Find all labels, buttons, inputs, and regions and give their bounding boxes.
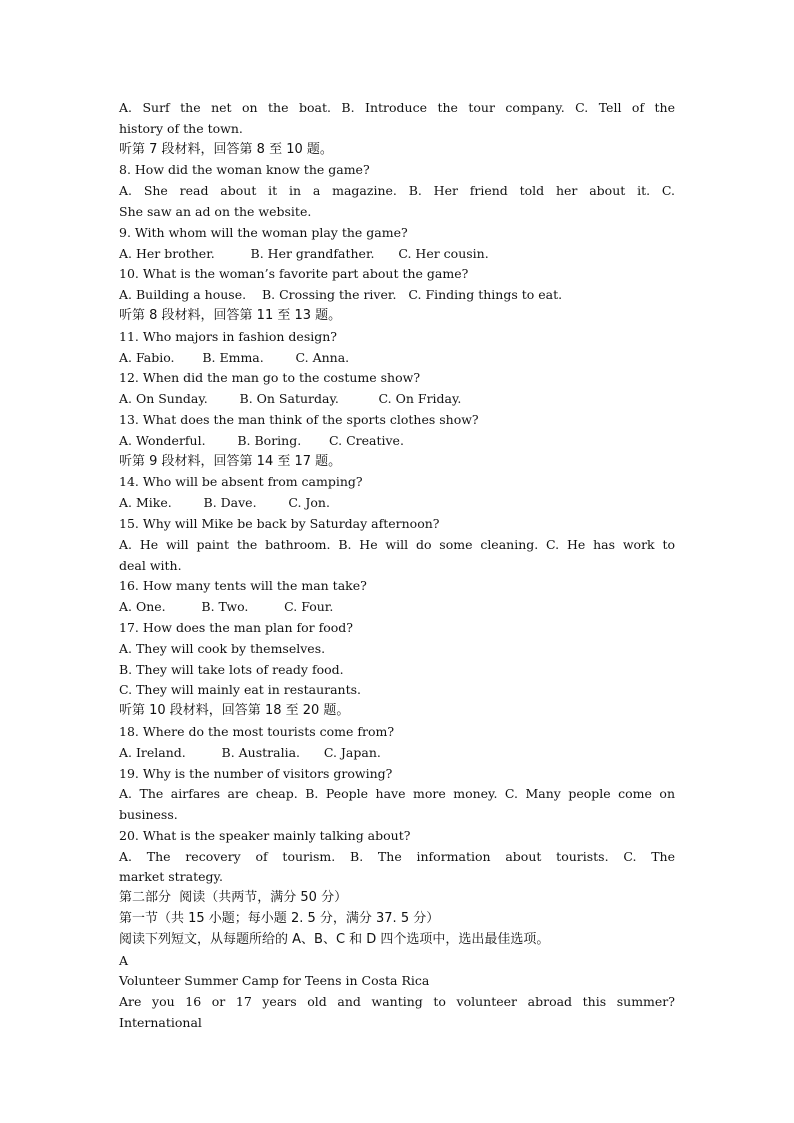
text-line: A. Ireland. B. Australia. C. Japan. (119, 744, 381, 760)
text-line: A. He will paint the bathroom. B. He will do some cleaning. C. He has work to (119, 536, 675, 552)
text-line: A. The recovery of tourism. B. The information about tourists. C. The (119, 848, 675, 864)
text-line: business. (119, 807, 178, 823)
text-line: 17. How does the man plan for food? (119, 619, 353, 635)
text-line: 12. When did the man go to the costume show? (119, 370, 421, 386)
text-line: C. They will mainly eat in restaurants. (119, 682, 362, 698)
text-line: A. Building a house. B. Crossing the river. C. Finding things to eat. (119, 287, 563, 303)
section-heading: 听第 7 段材料，回答第 8 至 10 题。 (119, 141, 333, 157)
text-line: 15. Why will Mike be back by Saturday afternoon? (119, 515, 440, 531)
text-line: 19. Why is the number of visitors growing? (119, 765, 393, 781)
text-line: B. They will take lots of ready food. (119, 661, 344, 677)
text-line: 18. Where do the most tourists come from? (119, 723, 395, 739)
section-heading: 听第 9 段材料，回答第 14 至 17 题。 (119, 453, 342, 469)
text-line: A (119, 952, 129, 968)
section-heading: 听第 10 段材料，回答第 18 至 20 题。 (119, 703, 350, 719)
text-line: A. Fabio. B. Emma. C. Anna. (119, 349, 350, 365)
text-line: A. Her brother. B. Her grandfather. C. Her cousin. (119, 245, 489, 261)
text-line: Are you 16 or 17 years old and wanting to volunteer abroad this summer? International (119, 994, 675, 1031)
text-line: A. On Sunday. B. On Saturday. C. On Friday. (119, 391, 462, 407)
document-page (119, 98, 675, 1031)
text-line: 8. How did the woman know the game? (119, 162, 370, 178)
section-heading: 第二部分 阅读（共两节，满分 50 分） (119, 890, 348, 906)
text-line: A. One. B. Two. C. Four. (119, 599, 334, 615)
text-line: market strategy. (119, 869, 223, 885)
text-line: 9. With whom will the woman play the game? (119, 224, 408, 240)
text-line: 11. Who majors in fashion design? (119, 328, 337, 344)
text-line: 10. What is the woman’s favorite part about the game? (119, 266, 469, 282)
text-line: A. Mike. B. Dave. C. Jon. (119, 495, 330, 511)
text-line: 14. Who will be absent from camping? (119, 474, 363, 490)
text-line: 20. What is the speaker mainly talking about? (119, 827, 411, 843)
section-heading: 阅读下列短文，从每题所给的 A、B、C 和 D 四个选项中，选出最佳选项。 (119, 931, 550, 947)
text-line: history of the town. (119, 120, 243, 136)
text-line: She saw an ad on the website. (119, 203, 312, 219)
text-line: A. They will cook by themselves. (119, 640, 326, 656)
text-line: deal with. (119, 557, 182, 573)
text-line: A. Surf the net on the boat. B. Introduce the tour company. C. Tell of the (119, 100, 675, 115)
section-heading: 听第 8 段材料，回答第 11 至 13 题。 (119, 307, 342, 323)
text-line: Volunteer Summer Camp for Teens in Costa Rica (119, 973, 430, 989)
text-line: A. She read about it in a magazine. B. Her friend told her about it. C. (119, 183, 675, 199)
section-heading: 第一节（共 15 小题；每小题 2. 5 分，满分 37. 5 分） (119, 911, 440, 927)
text-line: 13. What does the man think of the sports clothes show? (119, 411, 479, 427)
text-line: A. The airfares are cheap. B. People have more money. C. Many people come on (119, 786, 675, 802)
text-line: A. Wonderful. B. Boring. C. Creative. (119, 432, 404, 448)
text-line: 16. How many tents will the man take? (119, 578, 367, 594)
